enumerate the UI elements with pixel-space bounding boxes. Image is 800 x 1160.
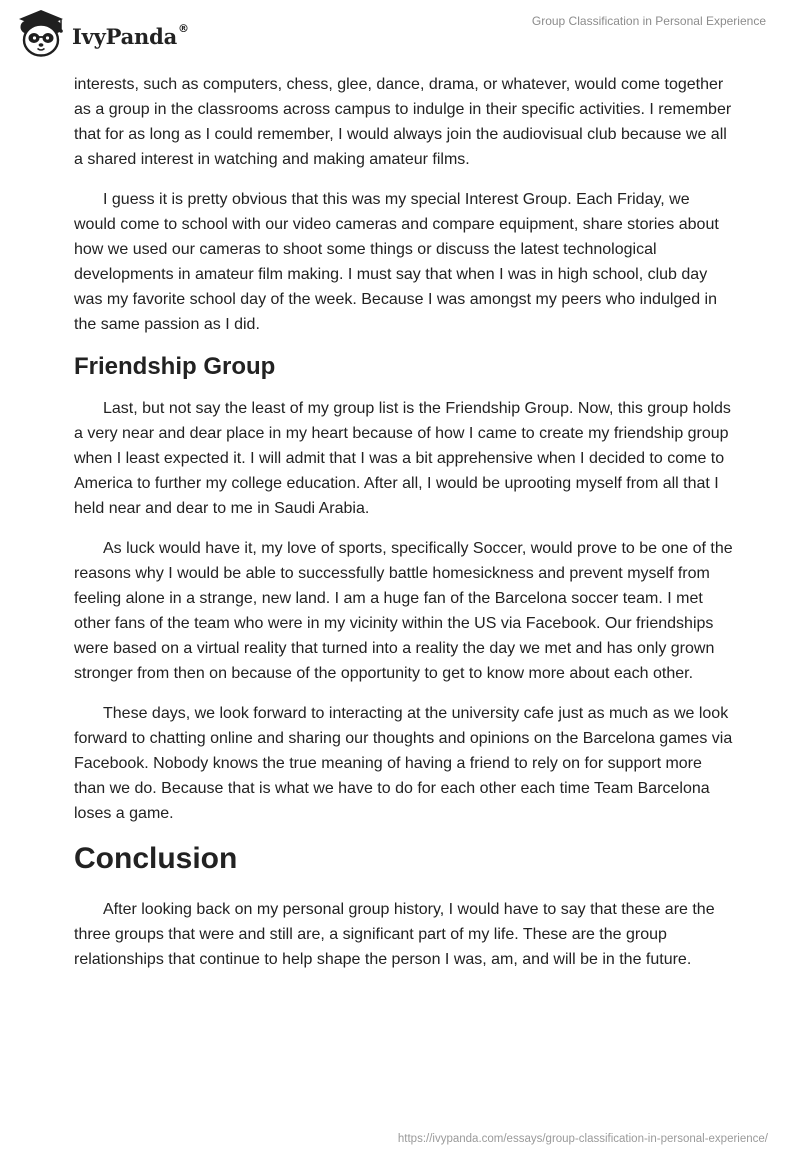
paragraph-interest-group: I guess it is pretty obvious that this was my special Interest Group. Each Friday, we would come to school with our video cameras and compare equipment, share stories about how we used our cameras to shoot some things or discuss the latest technological developments in amateur film making. I must say that when I was in high school, club day was my favorite school day of the week. Because I was amongst my peers who indulged in the same passion as I did. <box>74 191 719 333</box>
panda-graduate-icon <box>16 8 66 60</box>
heading-friendship-group: Friendship Group <box>74 353 276 380</box>
source-url[interactable]: https://ivypanda.com/essays/group-classification-in-personal-experience/ <box>397 1133 768 1145</box>
paragraph-friendship-intro: Last, but not say the least of my group list is the Friendship Group. Now, this group holds a very near and dear place in my heart because of how I came to create my friendship group when I least expected it. I will admit that I was a bit apprehensive when I decided to come to America to further my college education. After all, I would be uprooting myself from all that I held near and dear to me in Saudi Arabia. <box>74 400 731 517</box>
paragraph-cafe: These days, we look forward to interacting at the university cafe just as much as we look forward to chatting online and sharing our thoughts and opinions on the Barcelona games via Facebook. Nobody knows the true meaning of having a friend to rely on for support more than we do. Because that is what we have to do for each other each time Team Barcelona loses a game. <box>74 705 733 822</box>
logo[interactable] <box>16 8 189 60</box>
paragraph-conclusion: After looking back on my personal group history, I would have to say that these are the three groups that were and still are, a significant part of my life. These are the group relationships that continue to help shape the person I was, am, and will be in the future. <box>74 901 715 968</box>
registered-mark: ® <box>178 21 189 35</box>
heading-conclusion: Conclusion <box>74 842 238 875</box>
logo-wordmark: IvyPanda® <box>72 21 189 49</box>
essay-body <box>74 72 734 987</box>
page-header <box>0 0 800 70</box>
paragraph-soccer: As luck would have it, my love of sports, specifically Soccer, would prove to be one of the reasons why I would be able to successfully battle homesickness and prevent myself from feeling alone in a strange, new land. I am a huge fan of the Barcelona soccer team. I met other fans of the team who were in my vicinity within the US via Facebook. Our friendships were based on a virtual reality that turned into a reality the day we met and has only grown stronger from then on because of the opportunity to get to know more about each other. <box>74 540 733 682</box>
document-title: Group Classification in Personal Experience <box>531 14 766 28</box>
paragraph-interests: interests, such as computers, chess, glee, dance, drama, or whatever, would come together as a group in the classrooms across campus to indulge in their specific activities. I remember that for as long as I could remember, I would always join the audiovisual club because we all a shared interest in watching and making amateur films. <box>74 76 732 168</box>
